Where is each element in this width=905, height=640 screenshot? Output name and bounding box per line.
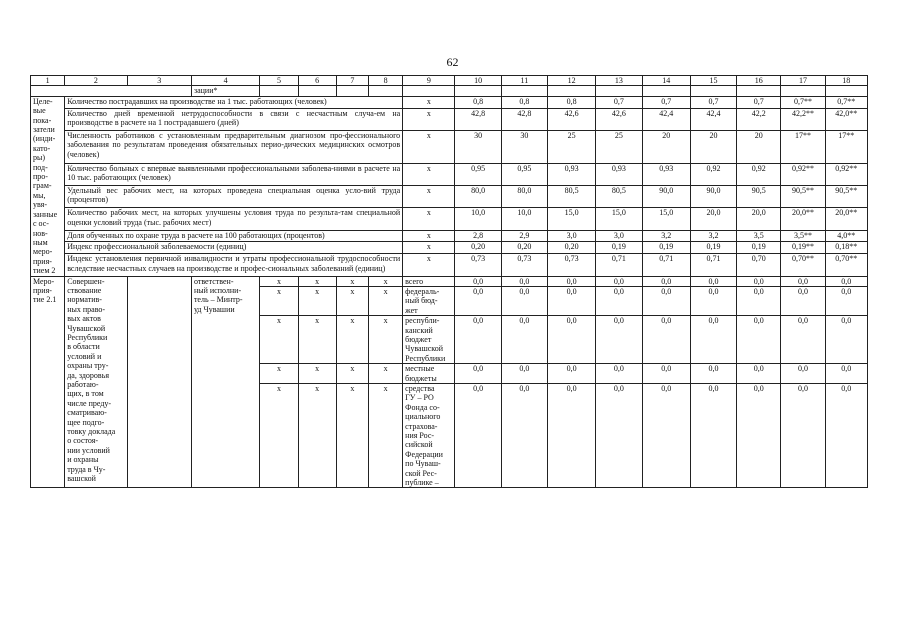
code-x: х (336, 316, 368, 364)
indicator-row (31, 108, 868, 130)
indicator-value: 3,5 (737, 230, 781, 242)
column-number: 7 (336, 76, 368, 86)
continuation-row (31, 86, 868, 96)
indicator-value: 0,71 (596, 254, 642, 276)
indicator-value: 0,8 (455, 96, 501, 108)
cell-empty (368, 86, 402, 96)
code-x: х (336, 364, 368, 384)
funding-value: 0,0 (737, 364, 781, 384)
indicator-value: 0,71 (642, 254, 690, 276)
column-number-row (31, 76, 868, 86)
funding-value: 0,0 (596, 364, 642, 384)
cell-empty (501, 86, 547, 96)
measure-title: Совершен- ствование норматив- ных право- вых актов Чувашской Республики в области условий и охраны тру- да, здоровья работаю- щих, в том числе преду- сматриваю- щее подго- товку доклада о состоя- нии условий и охраны труда в Чу- вашской (65, 276, 127, 488)
funding-value: 0,0 (642, 286, 690, 315)
funding-value: 0,0 (548, 286, 596, 315)
indicator-value: 0,19 (642, 242, 690, 254)
code-x: х (260, 276, 298, 286)
indicator-value: 0,19 (690, 242, 736, 254)
code-x: х (298, 286, 336, 315)
indicator-value: 2,9 (501, 230, 547, 242)
funding-value: 0,0 (781, 286, 825, 315)
column-number: 3 (127, 76, 191, 86)
funding-value: 0,0 (548, 384, 596, 488)
funding-value: 0,0 (737, 316, 781, 364)
funding-value: 0,0 (690, 276, 736, 286)
column-number: 11 (501, 76, 547, 86)
indicator-value: 90,5** (781, 186, 825, 208)
funding-value: 0,0 (825, 364, 867, 384)
indicator-value: 42,6 (548, 108, 596, 130)
code-x: х (336, 286, 368, 315)
goal-label: Целе- вые пока- затели (инди- като- ры) под- про- грам- мы, увя- занные с ос- нов- ным меро- прия- тием 2 (31, 96, 65, 276)
code-x: х (336, 384, 368, 488)
indicator-value: 0,95 (455, 163, 501, 185)
funding-value: 0,0 (501, 384, 547, 488)
indicator-value: 0,93 (548, 163, 596, 185)
cell-empty (455, 86, 501, 96)
indicator-value: 0,73 (501, 254, 547, 276)
indicator-value: 30 (455, 130, 501, 163)
indicator-text: Индекс установления первичной инвалидности и утраты профессиональной трудоспособности вследствие несчастных случаев на производстве и профес-сиональных заболеваний (единиц) (65, 254, 403, 276)
indicator-value: 17** (825, 130, 867, 163)
indicator-value: 0,92 (737, 163, 781, 185)
indicator-value: 42,8 (455, 108, 501, 130)
indicator-value: 15,0 (596, 208, 642, 230)
funding-value: 0,0 (781, 276, 825, 286)
cell-empty (548, 86, 596, 96)
measure-col3 (127, 276, 191, 488)
indicator-value: 0,18** (825, 242, 867, 254)
code-x: х (298, 316, 336, 364)
indicator-value: 20,0** (825, 208, 867, 230)
indicator-value: 4,0** (825, 230, 867, 242)
indicator-value: 0,20 (501, 242, 547, 254)
column-number: 13 (596, 76, 642, 86)
funding-value: 0,0 (690, 316, 736, 364)
column-number: 14 (642, 76, 690, 86)
cell-empty (260, 86, 298, 96)
funding-value: 0,0 (548, 276, 596, 286)
indicator-value: 0,93 (596, 163, 642, 185)
indicator-text: Количество дней временной нетрудоспособности в связи с несчастным случа-ем на производстве в расчете на 1 пострадавшего (дней) (65, 108, 403, 130)
column-number: 2 (65, 76, 127, 86)
continuation-text: зации* (191, 86, 259, 96)
indicator-row (31, 254, 868, 276)
indicator-value: 80,0 (455, 186, 501, 208)
indicator-text: Количество пострадавших на производстве на 1 тыс. работающих (человек) (65, 96, 403, 108)
indicator-value: 42,2 (737, 108, 781, 130)
funding-value: 0,0 (781, 316, 825, 364)
indicator-value: 80,0 (501, 186, 547, 208)
cell-empty (642, 86, 690, 96)
funding-value: 0,0 (501, 316, 547, 364)
funding-value: 0,0 (825, 276, 867, 286)
indicator-row (31, 130, 868, 163)
cell-empty (737, 86, 781, 96)
indicator-value: 42,8 (501, 108, 547, 130)
indicator-value: 0,7 (642, 96, 690, 108)
code-x: х (336, 276, 368, 286)
indicator-value: 0,8 (548, 96, 596, 108)
funding-value: 0,0 (596, 316, 642, 364)
indicator-row (31, 208, 868, 230)
cell-empty (31, 86, 192, 96)
code-x: х (368, 384, 402, 488)
funding-value: 0,0 (455, 384, 501, 488)
indicator-value: 3,2 (642, 230, 690, 242)
funding-value: 0,0 (455, 316, 501, 364)
column-number: 16 (737, 76, 781, 86)
indicator-value: 0,19 (737, 242, 781, 254)
indicator-row (31, 186, 868, 208)
code-x: х (368, 276, 402, 286)
code-x: х (368, 316, 402, 364)
indicator-x: х (403, 254, 455, 276)
code-x: х (298, 364, 336, 384)
indicator-value: 90,0 (642, 186, 690, 208)
indicator-x: х (403, 208, 455, 230)
indicator-row (31, 96, 868, 108)
indicator-text: Численность работников с установленным предварительным диагнозом про-фессионального заболевания по результатам проведения обязательных перио-дических медицинских осмотров (человек) (65, 130, 403, 163)
cell-empty (298, 86, 336, 96)
indicator-value: 0,92 (690, 163, 736, 185)
funding-value: 0,0 (548, 364, 596, 384)
measure-responsible: ответствен- ный исполни- тель – Минтр- уд Чувашии (191, 276, 259, 488)
indicator-text: Количество рабочих мест, на которых улучшены условия труда по результа-там специальной оценки условий труда (тыс. рабочих мест) (65, 208, 403, 230)
cell-empty (825, 86, 867, 96)
indicator-value: 0,71 (690, 254, 736, 276)
funding-value: 0,0 (596, 286, 642, 315)
funding-value: 0,0 (455, 364, 501, 384)
indicator-value: 20 (737, 130, 781, 163)
column-number: 10 (455, 76, 501, 86)
indicator-text: Индекс профессиональной заболеваемости (единиц) (65, 242, 403, 254)
indicator-x: х (403, 108, 455, 130)
indicator-value: 17** (781, 130, 825, 163)
column-number: 4 (191, 76, 259, 86)
funding-value: 0,0 (825, 286, 867, 315)
indicator-value: 25 (548, 130, 596, 163)
indicator-value: 3,0 (596, 230, 642, 242)
funding-value: 0,0 (690, 286, 736, 315)
indicator-value: 30 (501, 130, 547, 163)
indicator-value: 90,5** (825, 186, 867, 208)
funding-value: 0,0 (737, 276, 781, 286)
funding-value: 0,0 (455, 286, 501, 315)
indicator-value: 3,5** (781, 230, 825, 242)
column-number: 6 (298, 76, 336, 86)
indicator-x: х (403, 230, 455, 242)
funding-value: 0,0 (737, 286, 781, 315)
indicator-value: 0,92** (781, 163, 825, 185)
funding-value: 0,0 (690, 364, 736, 384)
column-number: 9 (403, 76, 455, 86)
code-x: х (260, 364, 298, 384)
code-x: х (298, 276, 336, 286)
measure-number: Меро- прия- тие 2.1 (31, 276, 65, 488)
code-x: х (260, 286, 298, 315)
indicator-value: 0,19 (596, 242, 642, 254)
funding-source: всего (403, 276, 455, 286)
indicator-value: 0,70 (737, 254, 781, 276)
funding-value: 0,0 (642, 364, 690, 384)
indicator-value: 20,0 (690, 208, 736, 230)
cell-empty (336, 86, 368, 96)
funding-value: 0,0 (501, 276, 547, 286)
code-x: х (260, 316, 298, 364)
indicator-x: х (403, 96, 455, 108)
indicator-value: 0,20 (455, 242, 501, 254)
funding-value: 0,0 (642, 384, 690, 488)
funding-value: 0,0 (548, 316, 596, 364)
indicator-value: 42,4 (690, 108, 736, 130)
funding-source: местные бюджеты (403, 364, 455, 384)
indicator-row (31, 242, 868, 254)
indicator-value: 0,7** (781, 96, 825, 108)
funding-value: 0,0 (642, 276, 690, 286)
funding-source: федераль- ный бюд- жет (403, 286, 455, 315)
code-x: х (298, 384, 336, 488)
indicator-row (31, 230, 868, 242)
indicator-x: х (403, 163, 455, 185)
indicator-value: 10,0 (501, 208, 547, 230)
funding-value: 0,0 (737, 384, 781, 488)
cell-empty (596, 86, 642, 96)
funding-value: 0,0 (642, 316, 690, 364)
indicator-value: 20,0** (781, 208, 825, 230)
column-number: 5 (260, 76, 298, 86)
indicator-value: 0,7 (596, 96, 642, 108)
indicator-text: Количество больных с впервые выявленными профессиональными заболева-ниями в расчете на 10 тыс. работающих (человек) (65, 163, 403, 185)
indicator-value: 15,0 (548, 208, 596, 230)
indicator-value: 0,7 (690, 96, 736, 108)
column-number: 18 (825, 76, 867, 86)
indicator-value: 0,95 (501, 163, 547, 185)
funding-value: 0,0 (781, 364, 825, 384)
indicator-value: 20,0 (737, 208, 781, 230)
indicator-value: 0,20 (548, 242, 596, 254)
indicator-text: Удельный вес рабочих мест, на которых проведена специальная оценка усло-вий труда (процентов) (65, 186, 403, 208)
indicator-value: 0,92** (825, 163, 867, 185)
indicator-value: 80,5 (596, 186, 642, 208)
indicator-value: 0,73 (455, 254, 501, 276)
funding-value: 0,0 (596, 384, 642, 488)
indicator-value: 20 (690, 130, 736, 163)
code-x: х (368, 364, 402, 384)
indicator-value: 0,73 (548, 254, 596, 276)
indicator-value: 80,5 (548, 186, 596, 208)
funding-value: 0,0 (825, 316, 867, 364)
indicator-value: 0,19** (781, 242, 825, 254)
indicator-value: 42,2** (781, 108, 825, 130)
program-table (30, 75, 868, 488)
cell-empty (781, 86, 825, 96)
funding-value: 0,0 (455, 276, 501, 286)
column-number: 12 (548, 76, 596, 86)
indicator-value: 90,0 (690, 186, 736, 208)
indicator-value: 0,70** (825, 254, 867, 276)
funding-value: 0,0 (501, 364, 547, 384)
indicator-value: 3,2 (690, 230, 736, 242)
indicator-row (31, 163, 868, 185)
indicator-x: х (403, 130, 455, 163)
cell-empty (403, 86, 455, 96)
indicator-value: 2,8 (455, 230, 501, 242)
funding-value: 0,0 (690, 384, 736, 488)
column-number: 8 (368, 76, 402, 86)
code-x: х (260, 384, 298, 488)
cell-empty (690, 86, 736, 96)
indicator-value: 10,0 (455, 208, 501, 230)
funding-value: 0,0 (825, 384, 867, 488)
funding-value: 0,0 (501, 286, 547, 315)
indicator-value: 25 (596, 130, 642, 163)
funding-source: средства ГУ – РО Фонда со- циального страхова- ния Рос- сийской Федерации по Чуваш- ской Рес- публике – (403, 384, 455, 488)
indicator-x: х (403, 242, 455, 254)
code-x: х (368, 286, 402, 315)
indicator-value: 0,8 (501, 96, 547, 108)
page-number: 62 (446, 55, 459, 69)
indicator-value: 0,93 (642, 163, 690, 185)
indicator-value: 42,0** (825, 108, 867, 130)
indicator-value: 42,4 (642, 108, 690, 130)
indicator-value: 42,6 (596, 108, 642, 130)
indicator-text: Доля обученных по охране труда в расчете на 100 работающих (процентов) (65, 230, 403, 242)
indicator-value: 15,0 (642, 208, 690, 230)
indicator-value: 20 (642, 130, 690, 163)
column-number: 1 (31, 76, 65, 86)
funding-value: 0,0 (596, 276, 642, 286)
indicator-value: 90,5 (737, 186, 781, 208)
column-number: 15 (690, 76, 736, 86)
indicator-x: х (403, 186, 455, 208)
column-number: 17 (781, 76, 825, 86)
indicator-value: 0,7** (825, 96, 867, 108)
funding-source: республи- канский бюджет Чувашской Республики (403, 316, 455, 364)
indicator-value: 0,7 (737, 96, 781, 108)
indicator-value: 3,0 (548, 230, 596, 242)
indicator-value: 0,70** (781, 254, 825, 276)
funding-row (31, 276, 868, 286)
funding-value: 0,0 (781, 384, 825, 488)
